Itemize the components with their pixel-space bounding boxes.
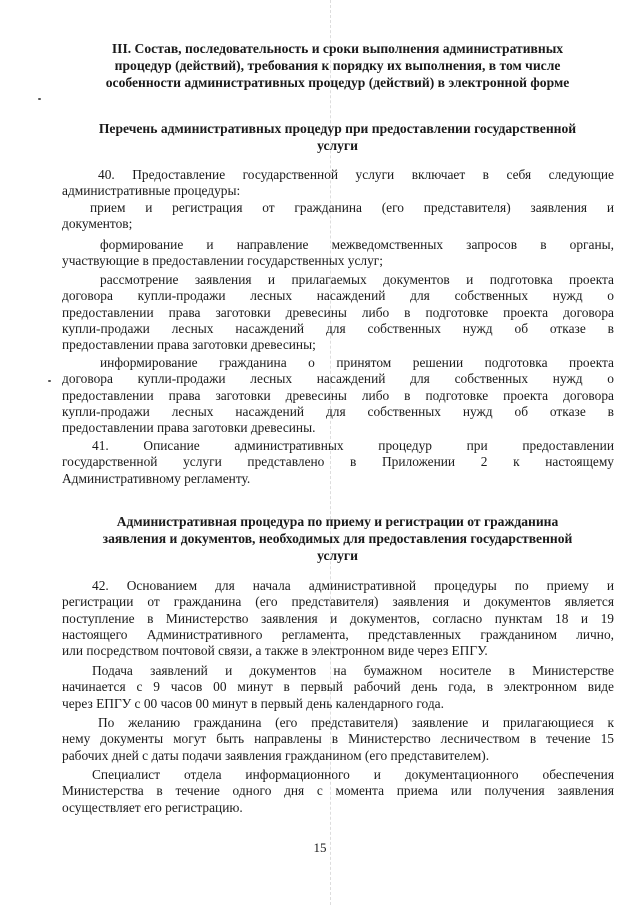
- heading-line: III. Состав, последовательность и сроки выполнения административных: [111, 41, 564, 56]
- heading-line: Перечень административных процедур при предоставлении государственной: [98, 121, 577, 136]
- text-line: осуществляет его регистрацию.: [62, 799, 243, 815]
- text-line: Подача заявлений и документов на бумажном носителе в Министерстве: [92, 663, 614, 678]
- heading-line: особенности административных процедур (действий) в электронной форме: [105, 75, 570, 90]
- heading-line: услуги: [317, 548, 358, 563]
- heading-line: Административная процедура по приему и регистрации от гражданина: [116, 514, 559, 529]
- procedure-heading: [60, 513, 615, 564]
- list-item-reception: [62, 200, 614, 233]
- text-line: Специалист отдела информационного и документационного обеспечения: [92, 767, 614, 782]
- text-line: купли-продажи лесных насаждений для собственных нужд об отказе в: [62, 403, 614, 419]
- list-heading: [60, 120, 615, 154]
- text-line: 42. Основанием для начала административной процедуры по приему и: [92, 578, 614, 593]
- text-line: предоставлении права заготовки древесины либо в подготовке проекта договора: [62, 304, 614, 320]
- text-line: настоящего Административного регламента, представленных гражданином лично,: [62, 626, 614, 642]
- text-line: через ЕПГУ с 00 часов 00 минут в первый день календарного года.: [62, 695, 444, 711]
- paragraph-submission: [62, 663, 614, 712]
- heading-line: процедур (действий), требования к порядку их выполнения, в том числе: [114, 58, 561, 73]
- paragraph-forestry: [62, 715, 614, 764]
- list-item-review: [62, 272, 614, 353]
- text-line: формирование и направление межведомственных запросов в органы,: [100, 237, 614, 252]
- text-line: договора купли-продажи лесных насаждений для собственных нужд о: [62, 371, 614, 387]
- text-line: прием и регистрация от гражданина (его представителя) заявления и: [90, 200, 614, 215]
- text-line: регистрации от гражданина (его представителя) заявления и документов является: [62, 594, 614, 610]
- paragraph-42: [62, 578, 614, 659]
- text-line: договора купли-продажи лесных насаждений для собственных нужд о: [62, 288, 614, 304]
- text-line: документов;: [62, 216, 133, 232]
- list-item-interagency: [62, 237, 614, 270]
- text-line: 41. Описание административных процедур при предоставлении: [92, 438, 614, 453]
- text-line: предоставлении права заготовки древесины.: [62, 420, 316, 436]
- text-line: рассмотрение заявления и прилагаемых документов и подготовка проекта: [100, 272, 614, 287]
- scan-speck: [48, 380, 51, 382]
- text-line: начинается с 9 часов 00 минут в первый рабочий день года, в электронном виде: [62, 679, 614, 695]
- text-line: нему документы могут быть направлены в Министерство лесничеством в течение 15: [62, 731, 614, 747]
- text-line: участвующие в предоставлении государственных услуг;: [62, 253, 384, 269]
- heading-line: заявления и документов, необходимых для предоставления государственной: [102, 531, 573, 546]
- heading-line: услуги: [317, 138, 358, 153]
- section-heading: [60, 40, 615, 91]
- text-line: поступление в Министерство заявления и документов, согласно пунктам 18 и 19: [62, 610, 614, 626]
- text-line: информирование гражданина о принятом решении подготовка проекта: [100, 355, 614, 370]
- text-line: купли-продажи лесных насаждений для собственных нужд об отказе в: [62, 320, 614, 336]
- text-line: По желанию гражданина (его представителя) заявление и прилагающиеся к: [98, 715, 614, 730]
- scan-speck: [38, 98, 41, 100]
- paragraph-41: [62, 438, 614, 487]
- paragraph-specialist: [62, 767, 614, 816]
- text-line: Министерства в течение одного дня с момента приема или получения заявления: [62, 783, 614, 799]
- text-line: государственной услуги представлено в Приложении 2 к настоящему: [62, 454, 614, 470]
- page-number: 15: [313, 840, 327, 855]
- text-line: предоставлении права заготовки древесины;: [62, 337, 316, 353]
- text-line: рабочих дней с даты подачи заявления гражданином (его представителем).: [62, 747, 490, 763]
- text-line: предоставлении права заготовки древесины либо в подготовке проекта договора: [62, 387, 614, 403]
- text-line: или посредством почтовой связи, а также в электронном виде через ЕПГУ.: [62, 643, 488, 659]
- text-line: 40. Предоставление государственной услуги включает в себя следующие: [98, 167, 614, 182]
- paragraph-40: [62, 167, 614, 200]
- list-item-informing: [62, 355, 614, 436]
- text-line: административные процедуры:: [62, 183, 241, 199]
- text-line: Административному регламенту.: [62, 470, 251, 486]
